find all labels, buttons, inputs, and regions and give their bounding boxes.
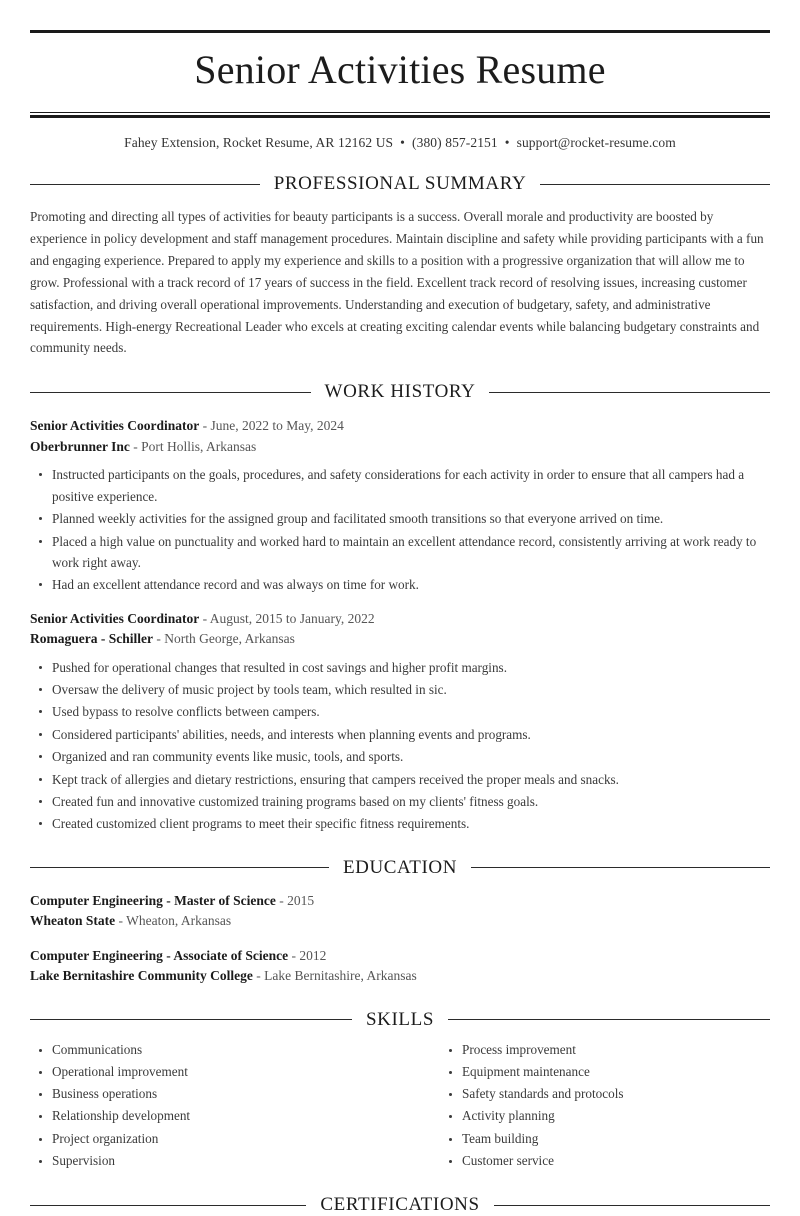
work-location: Port Hollis, Arkansas — [141, 438, 257, 454]
list-item: Organized and ran community events like music, tools, and sports. — [30, 746, 770, 767]
section-title-certifications: CERTIFICATIONS — [320, 1194, 480, 1216]
education-year: 2015 — [287, 892, 315, 908]
work-dates: June, 2022 to May, 2024 — [210, 418, 344, 434]
page-title: Senior Activities Resume — [194, 47, 606, 92]
list-item: Process improvement — [440, 1041, 770, 1059]
work-bullet-list — [30, 464, 770, 595]
skills-column-right — [400, 1041, 770, 1174]
dash-separator: - — [118, 913, 123, 929]
education-location: Wheaton, Arkansas — [126, 913, 232, 929]
work-bullet-list — [30, 657, 770, 835]
list-item: Created fun and innovative customized training programs based on my clients' fitness goals. — [30, 791, 770, 812]
list-item: Oversaw the delivery of music project by tools team, which resulted in sic. — [30, 679, 770, 700]
list-item: Had an excellent attendance record and was always on time for work. — [30, 574, 770, 595]
dash-separator: - — [202, 610, 208, 626]
summary-text: Promoting and directing all types of activities for beauty participants is a success. Overall morale and productivity are boosted by experience in policy development and staff management procedures. Maintain discipline and safety while providing participants with a fun and engaging experience. Prepared to apply my experience and skills to a position with a progressive organization that will allow me to grow. Professional with a track record of 17 years of success in the field. Excellent track record of resolving issues, increasing customer satisfaction, and driving overall operational improvements. Understanding and execution of budgetary, safety, and administrative requirements. High-energy Recreational Leader who excels at creating exciting calendar events while balancing budgetary constraints and community needs. — [30, 209, 764, 356]
section-header-certifications — [30, 1194, 770, 1216]
contact-line — [30, 118, 770, 151]
work-title-line — [30, 416, 770, 437]
section-rule-left — [30, 1019, 352, 1020]
section-rule-right — [448, 1019, 770, 1020]
list-item: Safety standards and protocols — [440, 1085, 770, 1103]
work-company-line — [30, 437, 770, 458]
education-school-line — [30, 911, 770, 932]
dash-separator: - — [156, 631, 161, 647]
skills-columns — [30, 1041, 770, 1174]
dash-separator: - — [291, 947, 296, 963]
work-entry — [30, 609, 770, 835]
education-entry — [30, 891, 770, 932]
list-item: Business operations — [30, 1085, 400, 1103]
list-item: Operational improvement — [30, 1063, 400, 1081]
section-rule-right — [489, 392, 770, 393]
section-title-summary: PROFESSIONAL SUMMARY — [273, 173, 527, 194]
section-header-summary — [30, 173, 770, 195]
work-company: Romaguera - Schiller — [30, 631, 153, 647]
section-title-education: EDUCATION — [342, 856, 458, 878]
dash-separator: - — [256, 968, 261, 984]
education-school-line — [30, 966, 770, 987]
work-job-title: Senior Activities Coordinator — [30, 610, 200, 626]
contact-email[interactable]: support@rocket-resume.com — [516, 135, 676, 150]
education-year: 2012 — [299, 947, 327, 963]
list-item: Project organization — [30, 1130, 400, 1148]
header-bottom-rule-thin — [30, 112, 770, 113]
section-header-education — [30, 857, 770, 879]
list-item: Instructed participants on the goals, procedures, and safety considerations for each activity in order to ensure that all campers had a positive experience. — [30, 464, 770, 507]
section-title-skills: SKILLS — [366, 1008, 434, 1030]
dash-separator: - — [279, 892, 284, 908]
education-degree-line — [30, 891, 770, 912]
list-item: Created customized client programs to meet their specific fitness requirements. — [30, 813, 770, 834]
list-item: Placed a high value on punctuality and worked hard to maintain an excellent attendance record, consistently arriving at work ready to work right away. — [30, 531, 770, 574]
section-rule-left — [30, 867, 329, 868]
dash-separator: - — [202, 418, 208, 434]
education-entry — [30, 946, 770, 987]
work-dates: August, 2015 to January, 2022 — [209, 610, 375, 626]
section-rule-left — [30, 392, 311, 393]
section-rule-left — [30, 184, 260, 185]
work-company: Oberbrunner Inc — [30, 438, 130, 454]
list-item: Communications — [30, 1041, 400, 1059]
list-item: Team building — [440, 1130, 770, 1148]
education-location: Lake Bernitashire, Arkansas — [264, 968, 417, 984]
section-rule-left — [30, 1205, 306, 1206]
list-item: Activity planning — [440, 1107, 770, 1125]
list-item: Supervision — [30, 1152, 400, 1170]
list-item: Considered participants' abilities, needs, and interests when planning events and programs. — [30, 724, 770, 745]
section-rule-right — [494, 1205, 770, 1206]
list-item: Relationship development — [30, 1107, 400, 1125]
work-company-line — [30, 629, 770, 650]
work-job-title: Senior Activities Coordinator — [30, 418, 200, 434]
contact-phone: (380) 857-2151 — [412, 135, 498, 150]
list-item: Customer service — [440, 1152, 770, 1170]
work-location: North George, Arkansas — [164, 631, 295, 647]
contact-separator-1: • — [400, 135, 405, 150]
work-title-line — [30, 609, 770, 630]
contact-address: Fahey Extension, Rocket Resume, AR 12162 US — [124, 135, 394, 150]
list-item: Used bypass to resolve conflicts between campers. — [30, 701, 770, 722]
section-header-skills — [30, 1009, 770, 1031]
list-item: Kept track of allergies and dietary restrictions, ensuring that campers received the proper meals and snacks. — [30, 769, 770, 790]
education-degree: Computer Engineering - Master of Science — [30, 892, 276, 908]
education-school: Lake Bernitashire Community College — [30, 968, 253, 984]
skills-list-right — [440, 1041, 770, 1170]
education-degree: Computer Engineering - Associate of Science — [30, 947, 289, 963]
list-item: Planned weekly activities for the assigned group and facilitated smooth transitions so that everyone arrived on time. — [30, 508, 770, 529]
section-rule-right — [540, 184, 770, 185]
dash-separator: - — [133, 438, 138, 454]
skills-list-left — [30, 1041, 400, 1170]
list-item: Pushed for operational changes that resulted in cost savings and higher profit margins. — [30, 657, 770, 678]
education-school: Wheaton State — [30, 913, 116, 929]
section-header-work-history — [30, 381, 770, 403]
skills-column-left — [30, 1041, 400, 1174]
contact-separator-2: • — [504, 135, 510, 150]
resume-page — [0, 30, 800, 1216]
education-degree-line — [30, 946, 770, 967]
work-entry — [30, 416, 770, 595]
section-rule-right — [471, 867, 770, 868]
section-title-work-history: WORK HISTORY — [324, 381, 476, 403]
list-item: Equipment maintenance — [440, 1063, 770, 1081]
